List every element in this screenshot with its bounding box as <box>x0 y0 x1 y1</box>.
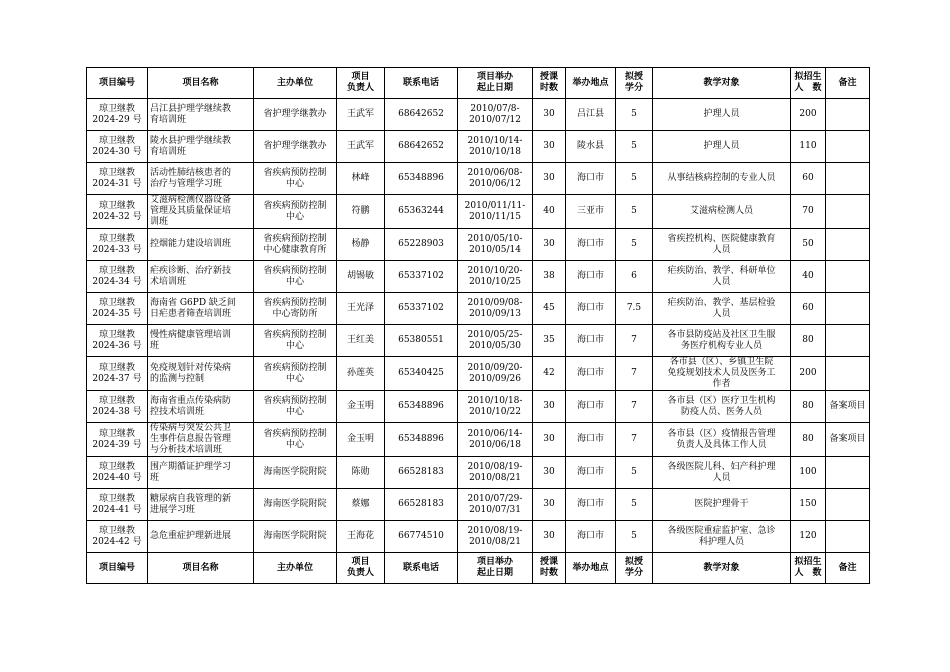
table-row <box>87 357 870 391</box>
table-cell: 65348896 <box>385 391 458 423</box>
table-cell: 30 <box>533 163 566 195</box>
table-cell: 海口市 <box>566 293 616 325</box>
footer-header-col-6: 授课 时数 <box>533 553 566 584</box>
table-cell: 海口市 <box>566 229 616 261</box>
table-cell: 备案项目 <box>826 423 870 457</box>
table-cell: 65380551 <box>385 325 458 357</box>
table-cell <box>826 325 870 357</box>
table-cell: 琼卫继教 2024-36 号 <box>87 325 148 357</box>
table-header <box>87 68 870 99</box>
table-cell: 备案项目 <box>826 391 870 423</box>
table-cell: 王海花 <box>337 521 385 553</box>
table-cell: 5 <box>616 195 653 229</box>
table-row <box>87 293 870 325</box>
table-cell <box>826 489 870 521</box>
table-cell: 琼卫继教 2024-41 号 <box>87 489 148 521</box>
table-cell: 海南省 G6PD 缺乏间 日疟患者筛查培训班 <box>148 293 254 325</box>
table-cell <box>826 131 870 163</box>
table-cell: 陈勋 <box>337 457 385 489</box>
table-cell: 42 <box>533 357 566 391</box>
table-cell: 海南医学院附院 <box>254 521 337 553</box>
table-cell: 省疾病预防控制 中心 <box>254 261 337 293</box>
table-cell: 控烟能力建设培训班 <box>148 229 254 261</box>
table-cell: 海口市 <box>566 325 616 357</box>
table-cell: 2010/09/20- 2010/09/26 <box>458 357 533 391</box>
table-cell: 省疾病预防控制 中心 <box>254 163 337 195</box>
table-cell: 省疾病预防控制 中心 <box>254 325 337 357</box>
table-cell <box>826 99 870 131</box>
table-cell: 7.5 <box>616 293 653 325</box>
table-cell: 胡锡敏 <box>337 261 385 293</box>
document-sheet <box>86 67 870 584</box>
header-col-5: 项目举办 起止日期 <box>458 68 533 99</box>
table-row <box>87 489 870 521</box>
table-cell: 海口市 <box>566 489 616 521</box>
table-cell: 200 <box>791 99 826 131</box>
table-row <box>87 391 870 423</box>
table-cell: 琼卫继教 2024-34 号 <box>87 261 148 293</box>
table-cell: 省疾病预防控制 中心健康教育所 <box>254 229 337 261</box>
table-cell: 2010/10/18- 2010/10/22 <box>458 391 533 423</box>
table-cell: 金玉明 <box>337 391 385 423</box>
table-cell: 2010/07/29- 2010/07/31 <box>458 489 533 521</box>
footer-header-col-7: 举办地点 <box>566 553 616 584</box>
footer-header-col-2: 主办单位 <box>254 553 337 584</box>
header-col-0: 项目编号 <box>87 68 148 99</box>
table-cell: 琼卫继教 2024-29 号 <box>87 99 148 131</box>
table-cell: 70 <box>791 195 826 229</box>
table-cell: 琼卫继教 2024-37 号 <box>87 357 148 391</box>
table-cell: 66528183 <box>385 457 458 489</box>
table-cell: 省护理学继教办 <box>254 99 337 131</box>
table-cell: 各市县防疫站及社区卫生服 务医疗机构专业人员 <box>653 325 791 357</box>
table-footer-header <box>87 553 870 584</box>
table-cell: 各市县（区）疫情报告管理 负责人及具体工作人员 <box>653 423 791 457</box>
table-cell: 省疾病预防控制 中心 <box>254 195 337 229</box>
table-cell: 王武军 <box>337 131 385 163</box>
table-cell: 免疫规划针对传染病 的监测与控制 <box>148 357 254 391</box>
table-cell: 68642652 <box>385 131 458 163</box>
table-cell: 5 <box>616 229 653 261</box>
table-cell <box>826 357 870 391</box>
table-body <box>87 99 870 553</box>
table-cell: 海口市 <box>566 261 616 293</box>
table-cell: 从事结核病控制的专业人员 <box>653 163 791 195</box>
table-cell: 海南省重点传染病防 控技术培训班 <box>148 391 254 423</box>
table-cell: 蔡娜 <box>337 489 385 521</box>
table-cell: 吕江县 <box>566 99 616 131</box>
table-cell: 6 <box>616 261 653 293</box>
table-cell: 7 <box>616 423 653 457</box>
table-cell: 护理人员 <box>653 131 791 163</box>
table-row <box>87 261 870 293</box>
table-cell: 急危重症护理新进展 <box>148 521 254 553</box>
table-cell: 65340425 <box>385 357 458 391</box>
table-cell: 金玉明 <box>337 423 385 457</box>
table-cell: 66528183 <box>385 489 458 521</box>
header-col-6: 授课 时数 <box>533 68 566 99</box>
table-cell: 68642652 <box>385 99 458 131</box>
table-cell: 省护理学继教办 <box>254 131 337 163</box>
table-cell: 省疾病预防控制 中心 <box>254 391 337 423</box>
table-cell: 200 <box>791 357 826 391</box>
table-cell: 琼卫继教 2024-39 号 <box>87 423 148 457</box>
table-cell: 150 <box>791 489 826 521</box>
table-cell: 王红美 <box>337 325 385 357</box>
table-cell: 活动性肺结核患者的 治疗与管理学习班 <box>148 163 254 195</box>
table-cell <box>826 163 870 195</box>
table-cell: 2010/08/19- 2010/08/21 <box>458 457 533 489</box>
table-cell: 林峰 <box>337 163 385 195</box>
table-cell: 王武军 <box>337 99 385 131</box>
table-cell: 省疾控机构、医院健康教育 人员 <box>653 229 791 261</box>
table-row <box>87 457 870 489</box>
table-cell: 吕江县护理学继续教 育培训班 <box>148 99 254 131</box>
header-col-11: 备注 <box>826 68 870 99</box>
table-cell: 慢性病健康管理培训 班 <box>148 325 254 357</box>
table-cell: 7 <box>616 357 653 391</box>
table-cell: 琼卫继教 2024-31 号 <box>87 163 148 195</box>
table-cell: 45 <box>533 293 566 325</box>
table-cell: 2010/05/25- 2010/05/30 <box>458 325 533 357</box>
table-cell: 35 <box>533 325 566 357</box>
table-cell: 艾滋病检测仪器设备 管理及其质量保证培 训班 <box>148 195 254 229</box>
table-cell: 5 <box>616 131 653 163</box>
table-cell: 2010/06/08- 2010/06/12 <box>458 163 533 195</box>
table-cell: 66774510 <box>385 521 458 553</box>
table-cell: 琼卫继教 2024-35 号 <box>87 293 148 325</box>
table-row <box>87 229 870 261</box>
footer-header-col-4: 联系电话 <box>385 553 458 584</box>
table-cell: 30 <box>533 391 566 423</box>
header-col-4: 联系电话 <box>385 68 458 99</box>
table-cell: 陵水县护理学继续教 育培训班 <box>148 131 254 163</box>
table-cell: 120 <box>791 521 826 553</box>
footer-header-col-9: 教学对象 <box>653 553 791 584</box>
table-cell: 海口市 <box>566 521 616 553</box>
table-cell: 疟疾防治、教学、基层检验 人员 <box>653 293 791 325</box>
table-cell: 2010/05/10- 2010/05/14 <box>458 229 533 261</box>
table-cell: 5 <box>616 99 653 131</box>
table-cell: 30 <box>533 131 566 163</box>
table-cell: 5 <box>616 457 653 489</box>
table-cell: 医院护理骨干 <box>653 489 791 521</box>
table-cell: 省疾病预防控制 中心寄防所 <box>254 293 337 325</box>
table-cell: 2010/10/20- 2010/10/25 <box>458 261 533 293</box>
table-cell <box>826 261 870 293</box>
table-cell: 80 <box>791 325 826 357</box>
table-cell: 省疾病预防控制 中心 <box>254 357 337 391</box>
table-cell <box>826 293 870 325</box>
table-cell: 三亚市 <box>566 195 616 229</box>
table-cell: 40 <box>791 261 826 293</box>
table-cell: 30 <box>533 457 566 489</box>
table-cell: 60 <box>791 163 826 195</box>
table-cell: 传染病与突发公共卫 生事件信息报告管理 与分析技术培训班 <box>148 423 254 457</box>
table-cell: 30 <box>533 99 566 131</box>
table-cell: 杨静 <box>337 229 385 261</box>
table-cell: 5 <box>616 489 653 521</box>
table-cell: 80 <box>791 423 826 457</box>
table-cell: 各市县（区）、乡镇卫生院 免疫规划技术人员及医务工 作者 <box>653 357 791 391</box>
header-col-7: 举办地点 <box>566 68 616 99</box>
table-row <box>87 131 870 163</box>
table-cell: 海南医学院附院 <box>254 489 337 521</box>
table-cell: 2010/011/11- 2010/11/15 <box>458 195 533 229</box>
table-row <box>87 521 870 553</box>
table-cell: 各级医院重症监护室、急诊 科护理人员 <box>653 521 791 553</box>
table-cell: 2010/09/08- 2010/09/13 <box>458 293 533 325</box>
table-cell: 2010/08/19- 2010/08/21 <box>458 521 533 553</box>
table-cell <box>826 521 870 553</box>
table-cell: 省疾病预防控制 中心 <box>254 423 337 457</box>
table-cell: 40 <box>533 195 566 229</box>
project-table <box>86 67 870 584</box>
table-cell: 38 <box>533 261 566 293</box>
header-col-9: 教学对象 <box>653 68 791 99</box>
table-cell: 7 <box>616 325 653 357</box>
table-cell: 围产期循证护理学习 班 <box>148 457 254 489</box>
table-cell: 各市县（区）医疗卫生机构 防疫人员、医务人员 <box>653 391 791 423</box>
table-cell: 30 <box>533 423 566 457</box>
table-cell: 琼卫继教 2024-40 号 <box>87 457 148 489</box>
header-col-2: 主办单位 <box>254 68 337 99</box>
table-cell: 疟疾防治、教学、科研单位 人员 <box>653 261 791 293</box>
table-cell: 2010/10/14- 2010/10/18 <box>458 131 533 163</box>
table-cell: 30 <box>533 521 566 553</box>
table-row <box>87 423 870 457</box>
table-cell <box>826 229 870 261</box>
table-row <box>87 195 870 229</box>
table-cell: 琼卫继教 2024-42 号 <box>87 521 148 553</box>
table-row <box>87 325 870 357</box>
table-cell: 5 <box>616 163 653 195</box>
table-row <box>87 163 870 195</box>
table-cell: 各级医院儿科、妇产科护理 人员 <box>653 457 791 489</box>
footer-header-col-8: 拟授 学分 <box>616 553 653 584</box>
table-cell: 符鹏 <box>337 195 385 229</box>
table-cell: 30 <box>533 229 566 261</box>
table-cell: 65337102 <box>385 261 458 293</box>
table-cell: 65337102 <box>385 293 458 325</box>
header-col-3: 项目 负责人 <box>337 68 385 99</box>
table-cell: 护理人员 <box>653 99 791 131</box>
table-cell: 艾滋病检测人员 <box>653 195 791 229</box>
table-cell: 糖尿病自我管理的新 进展学习班 <box>148 489 254 521</box>
footer-header-col-3: 项目 负责人 <box>337 553 385 584</box>
table-cell: 2010/07/8- 2010/07/12 <box>458 99 533 131</box>
table-cell: 5 <box>616 521 653 553</box>
table-cell: 海南医学院附院 <box>254 457 337 489</box>
footer-header-col-11: 备注 <box>826 553 870 584</box>
table-cell: 65363244 <box>385 195 458 229</box>
table-cell: 海口市 <box>566 163 616 195</box>
table-cell: 50 <box>791 229 826 261</box>
header-col-10: 拟招生 人 数 <box>791 68 826 99</box>
footer-header-col-5: 项目举办 起止日期 <box>458 553 533 584</box>
table-cell: 65228903 <box>385 229 458 261</box>
table-cell <box>826 457 870 489</box>
table-cell: 琼卫继教 2024-33 号 <box>87 229 148 261</box>
table-cell: 王光泽 <box>337 293 385 325</box>
header-col-1: 项目名称 <box>148 68 254 99</box>
table-cell: 琼卫继教 2024-32 号 <box>87 195 148 229</box>
footer-header-col-1: 项目名称 <box>148 553 254 584</box>
table-cell: 30 <box>533 489 566 521</box>
table-cell: 海口市 <box>566 423 616 457</box>
header-col-8: 拟授 学分 <box>616 68 653 99</box>
table-cell: 海口市 <box>566 391 616 423</box>
table-cell: 琼卫继教 2024-38 号 <box>87 391 148 423</box>
table-cell: 2010/06/14- 2010/06/18 <box>458 423 533 457</box>
table-cell: 陵水县 <box>566 131 616 163</box>
table-cell: 海口市 <box>566 357 616 391</box>
table-cell: 疟疾诊断、治疗新技 术培训班 <box>148 261 254 293</box>
table-cell <box>826 195 870 229</box>
table-cell: 海口市 <box>566 457 616 489</box>
footer-header-col-10: 拟招生 人 数 <box>791 553 826 584</box>
footer-header-col-0: 项目编号 <box>87 553 148 584</box>
table-cell: 60 <box>791 293 826 325</box>
table-cell: 孙莲英 <box>337 357 385 391</box>
table-cell: 65348896 <box>385 423 458 457</box>
table-row <box>87 99 870 131</box>
table-cell: 琼卫继教 2024-30 号 <box>87 131 148 163</box>
table-cell: 80 <box>791 391 826 423</box>
table-cell: 65348896 <box>385 163 458 195</box>
table-cell: 7 <box>616 391 653 423</box>
table-cell: 100 <box>791 457 826 489</box>
table-cell: 110 <box>791 131 826 163</box>
